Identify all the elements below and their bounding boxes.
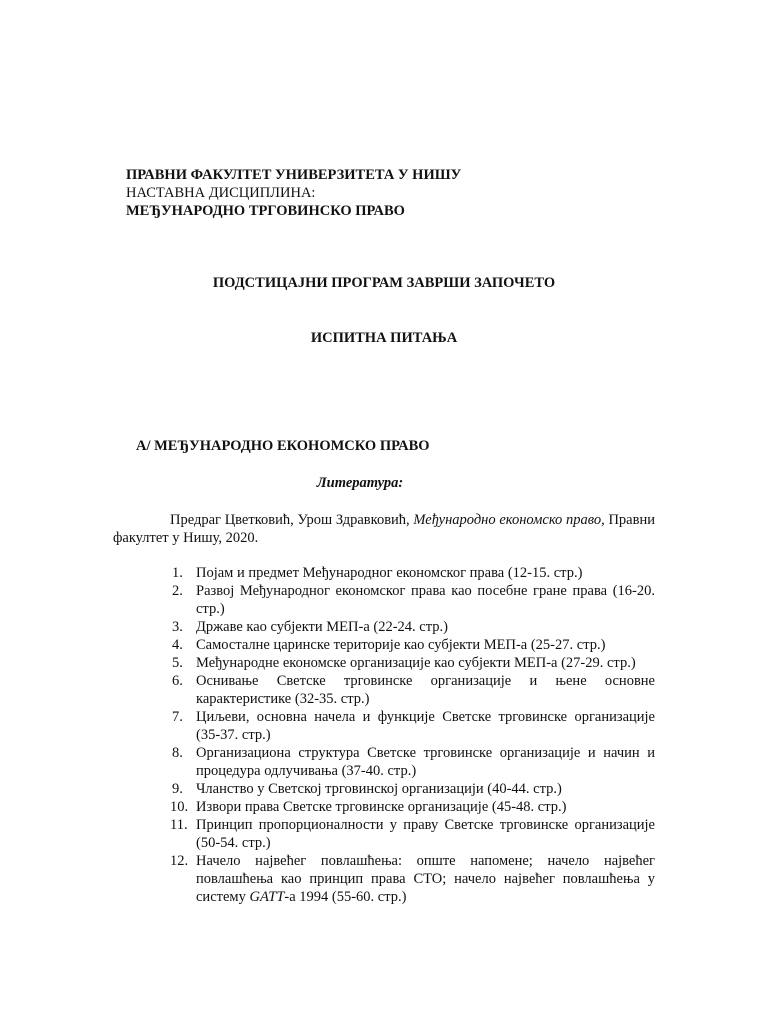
question-item	[168, 852, 655, 906]
citation-publisher: , Правни факултет у Нишу, 2020.	[113, 512, 655, 546]
discipline-label: НАСТАВНА ДИСЦИПЛИНА:	[126, 185, 316, 201]
literature-heading: Литература:	[316, 475, 404, 491]
question-number: 8.	[172, 745, 183, 761]
citation-book-title: Међународно економско право	[413, 512, 602, 528]
question-number: 1.	[172, 565, 183, 581]
literature-citation	[113, 511, 655, 547]
question-item	[168, 564, 655, 582]
question-text-gatt: GATT	[249, 889, 285, 905]
question-number: 12.	[170, 853, 189, 869]
question-number: 6.	[172, 673, 183, 689]
question-number: 3.	[172, 619, 183, 635]
question-number: 7.	[172, 709, 183, 725]
question-item	[168, 654, 655, 672]
question-text: Чланство у Светској трговинској организацији (40-44. стр.)	[196, 781, 562, 797]
question-item	[168, 672, 655, 708]
question-text: Државе као субјекти МЕП-а (22-24. стр.)	[196, 619, 448, 635]
question-number: 11.	[170, 817, 188, 833]
citation-authors: Предраг Цветковић, Урош Здравковић,	[170, 512, 414, 528]
question-text: Развој Међународног економског права као посебне гране права (16-20. стр.)	[196, 583, 655, 617]
question-item	[168, 798, 655, 816]
question-text-part: Начело највећег повлашћења: опште напомене; начело највећег повлашћења као принцип права СТО; начело највећег повлашћења у систему	[196, 853, 655, 905]
question-text: Самосталне царинске територије као субјекти МЕП-а (25-27. стр.)	[196, 637, 606, 653]
question-number: 10.	[170, 799, 189, 815]
question-item	[168, 816, 655, 852]
section-title: А/ МЕЂУНАРОДНО ЕКОНОМСКО ПРАВО	[136, 438, 430, 454]
faculty-name: ПРАВНИ ФАКУЛТЕТ УНИВЕРЗИТЕТА У НИШУ	[126, 167, 462, 183]
question-text: Појам и предмет Међународног економског права (12-15. стр.)	[196, 565, 583, 581]
question-text: Принцип пропорционалности у праву Светске трговинске организације (50-54. стр.)	[196, 817, 655, 851]
exam-title: ИСПИТНА ПИТАЊА	[310, 330, 458, 346]
document-header	[126, 166, 461, 220]
question-number: 2.	[172, 583, 183, 599]
question-text: Оснивање Светске трговинске организације и њене основне карактеристике (32-35. стр.)	[196, 673, 655, 707]
question-item	[168, 618, 655, 636]
question-item	[168, 708, 655, 744]
question-text: Организациона структура Светске трговинске организације и начин и процедура одлучивања (37-40. стр.)	[196, 745, 655, 779]
question-item	[168, 744, 655, 780]
question-text: Извори права Светске трговинске организације (45-48. стр.)	[196, 799, 567, 815]
question-text: Међународне економске организације као субјекти МЕП-а (27-29. стр.)	[196, 655, 636, 671]
exam-questions-list	[168, 564, 655, 906]
question-text: Циљеви, основна начела и функције Светске трговинске организације (35-37. стр.)	[196, 709, 655, 743]
question-item	[168, 582, 655, 618]
question-number: 5.	[172, 655, 183, 671]
question-item	[168, 780, 655, 798]
question-number: 9.	[172, 781, 183, 797]
discipline-name: МЕЂУНАРОДНО ТРГОВИНСКО ПРАВО	[126, 203, 405, 219]
question-number: 4.	[172, 637, 183, 653]
question-item	[168, 636, 655, 654]
program-title: ПОДСТИЦАЈНИ ПРОГРАМ ЗАВРШИ ЗАПОЧЕТО	[212, 275, 556, 291]
question-text-part: -а 1994 (55-60. стр.)	[284, 889, 407, 905]
